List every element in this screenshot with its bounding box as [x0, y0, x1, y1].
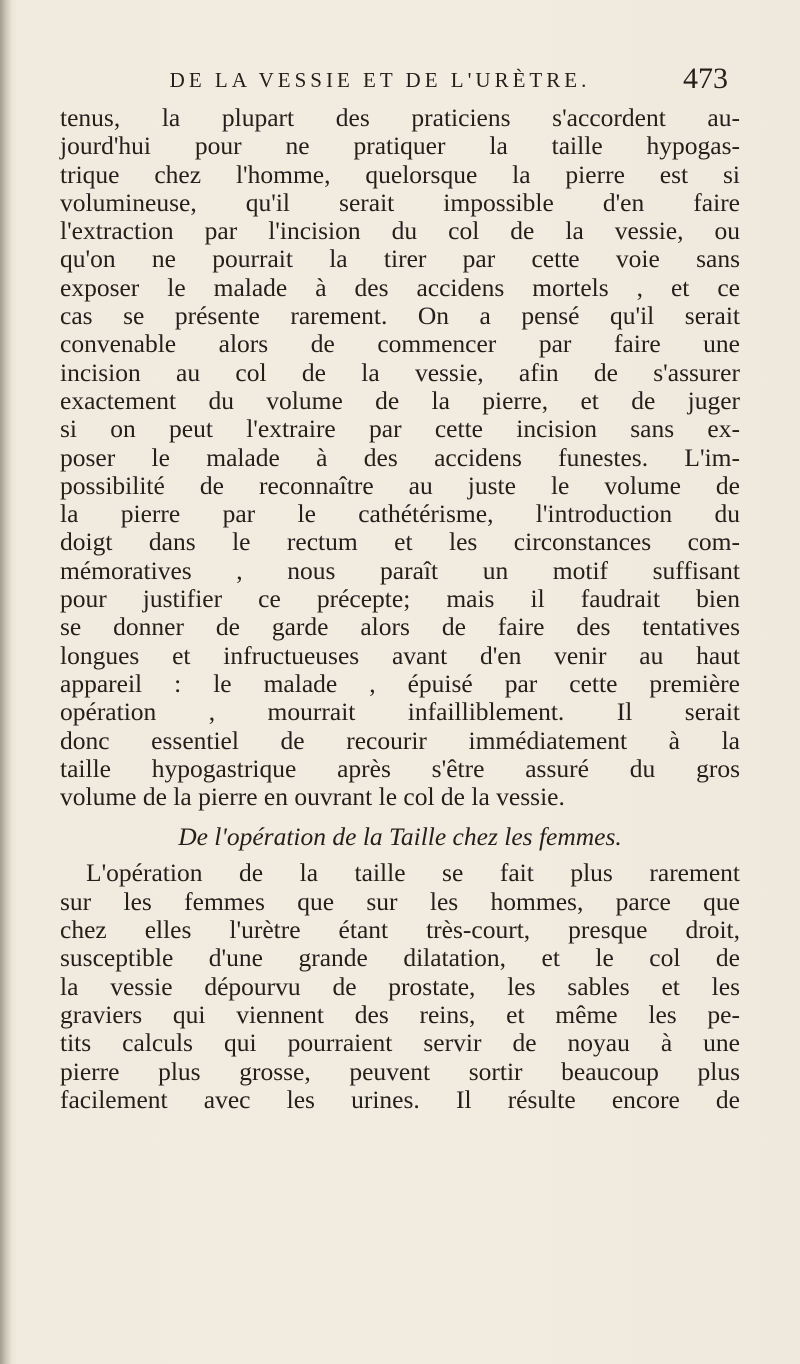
text-line: L'opération de la taille se fait plus rarement — [86, 858, 740, 888]
text-line: appareil : le malade , épuisé par cette première — [60, 668, 740, 698]
text-line: taille hypogastrique après s'être assuré du gros — [60, 753, 740, 783]
text-line: se donner de garde alors de faire des tentatives — [60, 612, 740, 642]
paragraph-1 — [60, 104, 740, 811]
page-header — [100, 62, 740, 102]
text-line: volume de la pierre en ouvrant le col de la vessie. — [60, 782, 565, 812]
text-line: l'extraction par l'incision du col de la vessie, ou — [60, 216, 740, 246]
text-line: facilement avec les urines. Il résulte encore de — [60, 1084, 740, 1114]
text-line: doigt dans le rectum et les circonstances com- — [60, 527, 740, 557]
text-line: mémoratives , nous paraît un motif suffisant — [60, 555, 740, 585]
body-text — [60, 104, 740, 1114]
text-line: exactement du volume de la pierre, et de juger — [60, 385, 740, 415]
text-line: pour justifier ce précepte; mais il faudrait bien — [60, 584, 740, 614]
text-line: incision au col de la vessie, afin de s'assurer — [60, 357, 740, 387]
text-line: susceptible d'une grande dilatation, et le col de — [60, 943, 740, 973]
text-line: possibilité de reconnaître au juste le volume de — [60, 470, 740, 500]
text-line: tits calculs qui pourraient servir de noyau à une — [60, 1028, 740, 1058]
text-line: convenable alors de commencer par faire une — [60, 329, 740, 359]
paragraph-2 — [60, 859, 740, 1114]
text-line: qu'on ne pourrait la tirer par cette voie sans — [60, 244, 740, 274]
text-line: longues et infructueuses avant d'en venir au haut — [60, 640, 740, 670]
text-line: trique chez l'homme, quelorsque la pierre est si — [60, 159, 740, 189]
running-head: DE LA VESSIE ET DE L'URÈTRE. — [169, 68, 591, 92]
text-line: sur les femmes que sur les hommes, parce que — [60, 886, 740, 916]
text-line: chez elles l'urètre étant très-court, presque droit, — [60, 915, 740, 945]
text-line: graviers qui viennent des reins, et même les pe- — [60, 999, 740, 1029]
text-line: pierre plus grosse, peuvent sortir beaucoup plus — [60, 1056, 740, 1086]
text-line: la vessie dépourvu de prostate, les sables et les — [60, 971, 740, 1001]
text-line: opération , mourrait infailliblement. Il serait — [60, 697, 740, 727]
page-number: 473 — [683, 62, 728, 95]
section-heading: De l'opération de la Taille chez les femmes. — [178, 822, 622, 852]
text-line: si on peut l'extraire par cette incision sans ex- — [60, 414, 740, 444]
text-line: poser le malade à des accidens funestes. L'im- — [60, 442, 740, 472]
text-line: volumineuse, qu'il serait impossible d'en faire — [60, 187, 740, 217]
text-line: jourd'hui pour ne pratiquer la taille hypogas- — [60, 131, 740, 161]
text-line: tenus, la plupart des praticiens s'accordent au- — [60, 103, 740, 132]
text-line: exposer le malade à des accidens mortels , et ce — [60, 272, 740, 302]
text-line: donc essentiel de recourir immédiatement à la — [60, 725, 740, 755]
text-line: cas se présente rarement. On a pensé qu'il serait — [60, 301, 740, 331]
text-line: la pierre par le cathétérisme, l'introduction du — [60, 499, 740, 529]
page-gutter-shadow — [0, 0, 12, 1364]
